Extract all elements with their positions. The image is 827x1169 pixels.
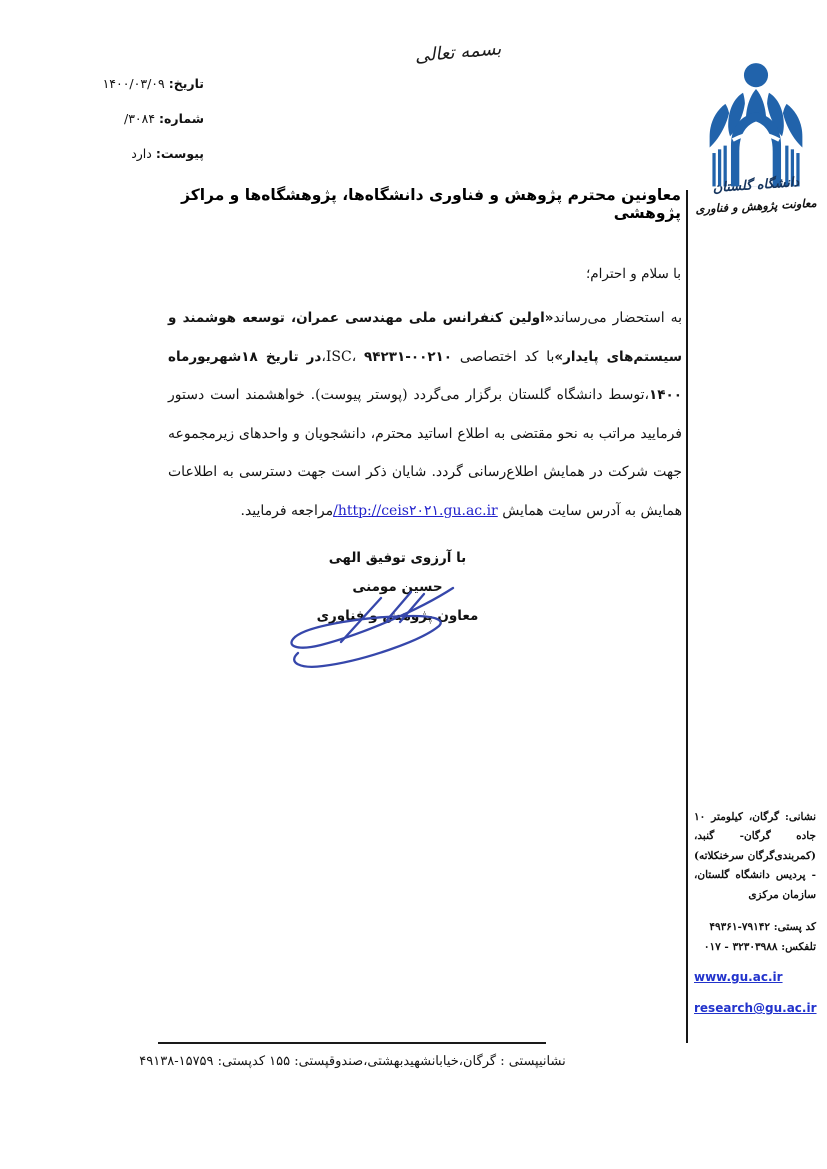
number-label: شماره: [159,111,204,126]
isc-code: ۹۴۲۳۱-۰۰۲۱۰ [364,348,453,365]
sidebar-telefax: تلفکس: ۳۲۳۰۳۹۸۸ - ۰۱۷ [703,940,816,953]
sidebar-address: نشانی: گرگان، کیلومتر ۱۰ جاده گرگان- گنبد، (کمربندی‌گرگان سرخنکلاته) - پردیس دانشگاه گلستان، سازمان مرکزی [694,811,816,901]
department-name: معاونت پژوهش و فناوری [695,195,817,217]
date-value: ۱۴۰۰/۰۳/۰۹ [102,76,165,91]
body-segment: به استحضار می‌رساند [553,310,682,326]
vertical-divider [686,190,688,1043]
sidebar-postal-code: کد پستی: ۷۹۱۴۲-۴۹۳۶۱ [709,921,816,934]
signatory-title: معاون پژوهش و فناوری [316,608,479,624]
attachment-value: دارد [131,146,152,161]
attachment-field [72,146,204,161]
body-segment: ، [321,348,326,365]
signature-scribble [281,576,459,668]
conference-date: در تاریخ ۱۸شهریورماه ۱۴۰۰ [168,348,682,403]
university-name: دانشگاه گلستان [712,174,800,197]
footer-rule [158,1042,546,1044]
recipient-heading: معاونین محترم پژوهش و فناوری دانشگاه‌ها، پژوهشگاه‌ها و مراکز پژوهشی [181,186,681,222]
body-segment: مراجعه فرمایید. [240,502,334,519]
body-segment: ،توسط دانشگاه گلستان برگزار می‌گردد (پوستر پیوست). خواهشمند است دستور فرمایید مراتب به نحو مقتضی به اطلاع اساتید محترم، دانشجویان و واحدهای زیرمجموعه جهت شرکت در همایش اطلاع‌رسانی گردد. شایان ذکر است جهت دسترسی به اطلاعات همایش به آدرس سایت همایش [168,387,682,519]
letter-meta [72,76,204,181]
university-logo-icon [705,62,807,194]
date-label: تاریخ: [168,76,204,91]
number-value: ۳۰۸۴/ [123,111,156,126]
salutation: با سلام و احترام؛ [585,266,681,282]
conference-title: «اولین کنفرانس ملی مهندسی عمران، توسعه هوشمند و سیستم‌های پایدار» [168,310,683,365]
footer-address: نشانیپستی : گرگان،خیابانشهیدبهشتی،صندوقپستی: ۱۵۵ کدپستی: ۱۵۷۵۹-۴۹۱۳۸ [139,1054,566,1069]
body-paragraph [168,299,682,530]
sidebar-website-link[interactable]: www.gu.ac.ir [694,969,783,984]
letterhead-logo-column [694,62,818,217]
attachment-label: پیوست: [155,146,204,161]
body-segment: با کد اختصاصی ISC، [325,348,555,365]
sidebar-email-link[interactable]: research@gu.ac.ir [694,1001,817,1016]
signature-wish: با آرزوی توفیق الهی [328,550,467,566]
bismillah-text: بسمه تعالی [413,38,503,67]
contact-sidebar [694,808,816,1019]
date-field [72,76,204,91]
conference-website-link[interactable]: http://ceis۲۰۲۱.gu.ac.ir/ [333,502,498,519]
signatory-name: حسین مومنی [352,579,443,595]
number-field [72,111,204,126]
